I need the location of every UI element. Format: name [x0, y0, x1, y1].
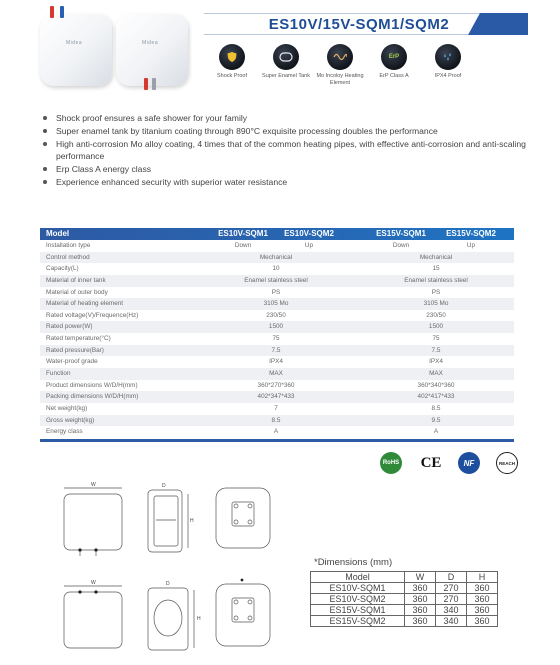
feature-heating-element: Mo Incoloy Heating Element [314, 44, 366, 86]
bullet-item: Erp Class A energy class [40, 163, 530, 175]
bullet-item: Shock proof ensures a safe shower for your family [40, 112, 530, 124]
table-row: Model W D H [311, 572, 498, 583]
depth-label: D [162, 483, 166, 489]
bullet-item: Super enamel tank by titanium coating through 890°C exquisite processing doubles the performance [40, 125, 530, 137]
hot-pipe [50, 6, 54, 18]
table-row: Rated temperature(°C) 75 75 [46, 335, 440, 343]
technical-drawings [56, 476, 296, 656]
table-row: Water-proof grade IPX4 IPX4 [46, 358, 443, 366]
spec-table-rule [40, 439, 514, 442]
table-row: Installation type Down Up Down Up [46, 242, 476, 249]
table-row: Capacity(L) 10 15 [46, 265, 440, 273]
outlet-pipe [152, 78, 156, 90]
depth-label: D [166, 581, 170, 587]
bullet-item: High anti-corrosion Mo alloy coating, 4 times that of the common heating pipes, with effective anti-corrosion and anti-scaling performance [40, 138, 530, 162]
dimensions-table [310, 571, 498, 627]
table-row: Rated pressure(Bar) 7.5 7.5 [40, 345, 514, 357]
table-row: ES15V-SQM2 360 340 360 [311, 616, 498, 627]
page-title: ES10V/15V-SQM1/SQM2 [268, 16, 450, 33]
heater-image-bottom-inlet [40, 14, 112, 86]
certification-logos [380, 452, 520, 478]
tank-icon [273, 44, 299, 70]
feature-icons [206, 44, 476, 102]
table-row: Rated voltage(V)/Frequence(Hz) 230/50 230/50 [46, 311, 446, 319]
table-row: Net weight(kg) 7 8.5 [46, 404, 441, 412]
table-row: Packing dimensions W/D/H(mm) 402*347*433 402*417*433 [40, 391, 514, 403]
feature-shock-proof: Shock Proof [206, 44, 258, 80]
shield-icon [219, 44, 245, 70]
table-row: Material of outer body PS PS [46, 288, 441, 296]
feature-bullets [40, 112, 530, 189]
hot-pipe [144, 78, 148, 90]
product-images [40, 14, 190, 89]
table-row: Material of inner tank Enamel stainless steel Enamel stainless steel [40, 275, 514, 287]
width-label: W [91, 482, 96, 488]
bullet-item: Experience enhanced security with superior water resistance [40, 176, 530, 188]
table-row: Function MAX MAX [40, 368, 514, 380]
table-row: ES10V-SQM1 360 270 360 [311, 583, 498, 594]
title-bar [204, 13, 514, 35]
height-label: H [190, 518, 194, 524]
table-row: Product dimensions W/D/H(mm) 360*270*360 360*340*360 [46, 381, 455, 389]
spec-table-body [40, 240, 514, 438]
dimensions-title: *Dimensions (mm) [314, 557, 393, 568]
table-row: Material of heating element 3105 Mo 3105 Mo [40, 298, 514, 310]
table-row: ES15V-SQM1 360 340 360 [311, 605, 498, 616]
table-row: Energy class A A [46, 428, 439, 436]
table-row: Gross weight(kg) 8.5 9.5 [40, 415, 514, 427]
water-drops-icon [435, 44, 461, 70]
feature-ipx4: IPX4 Proof [422, 44, 474, 80]
table-row: Control method Mechanical Mechanical [40, 252, 514, 264]
height-label: H [197, 616, 201, 622]
table-row: ES10V-SQM2 360 270 360 [311, 594, 498, 605]
cold-pipe [60, 6, 64, 18]
spec-table [40, 228, 514, 442]
reach-icon: REACH [496, 452, 518, 474]
table-row: Rated power(W) 1500 1500 [40, 321, 514, 333]
ce-mark-icon: CE [420, 454, 442, 471]
feature-erp: ErP ErP Class A [368, 44, 420, 80]
nf-mark-icon: NF [458, 452, 480, 474]
spec-table-header: Model ES10V-SQM1 ES10V-SQM2 ES15V-SQM1 ES15V-SQM2 [40, 228, 514, 240]
heater-image-top-inlet [116, 14, 188, 86]
erp-icon: ErP [381, 44, 407, 70]
brand-logo: Midea [142, 40, 159, 46]
rohs-icon: RoHS [380, 452, 402, 474]
feature-enamel-tank: Super Enamel Tank [260, 44, 312, 80]
heating-element-icon [327, 44, 353, 70]
brand-logo: Midea [66, 40, 83, 46]
width-label: W [91, 580, 96, 586]
